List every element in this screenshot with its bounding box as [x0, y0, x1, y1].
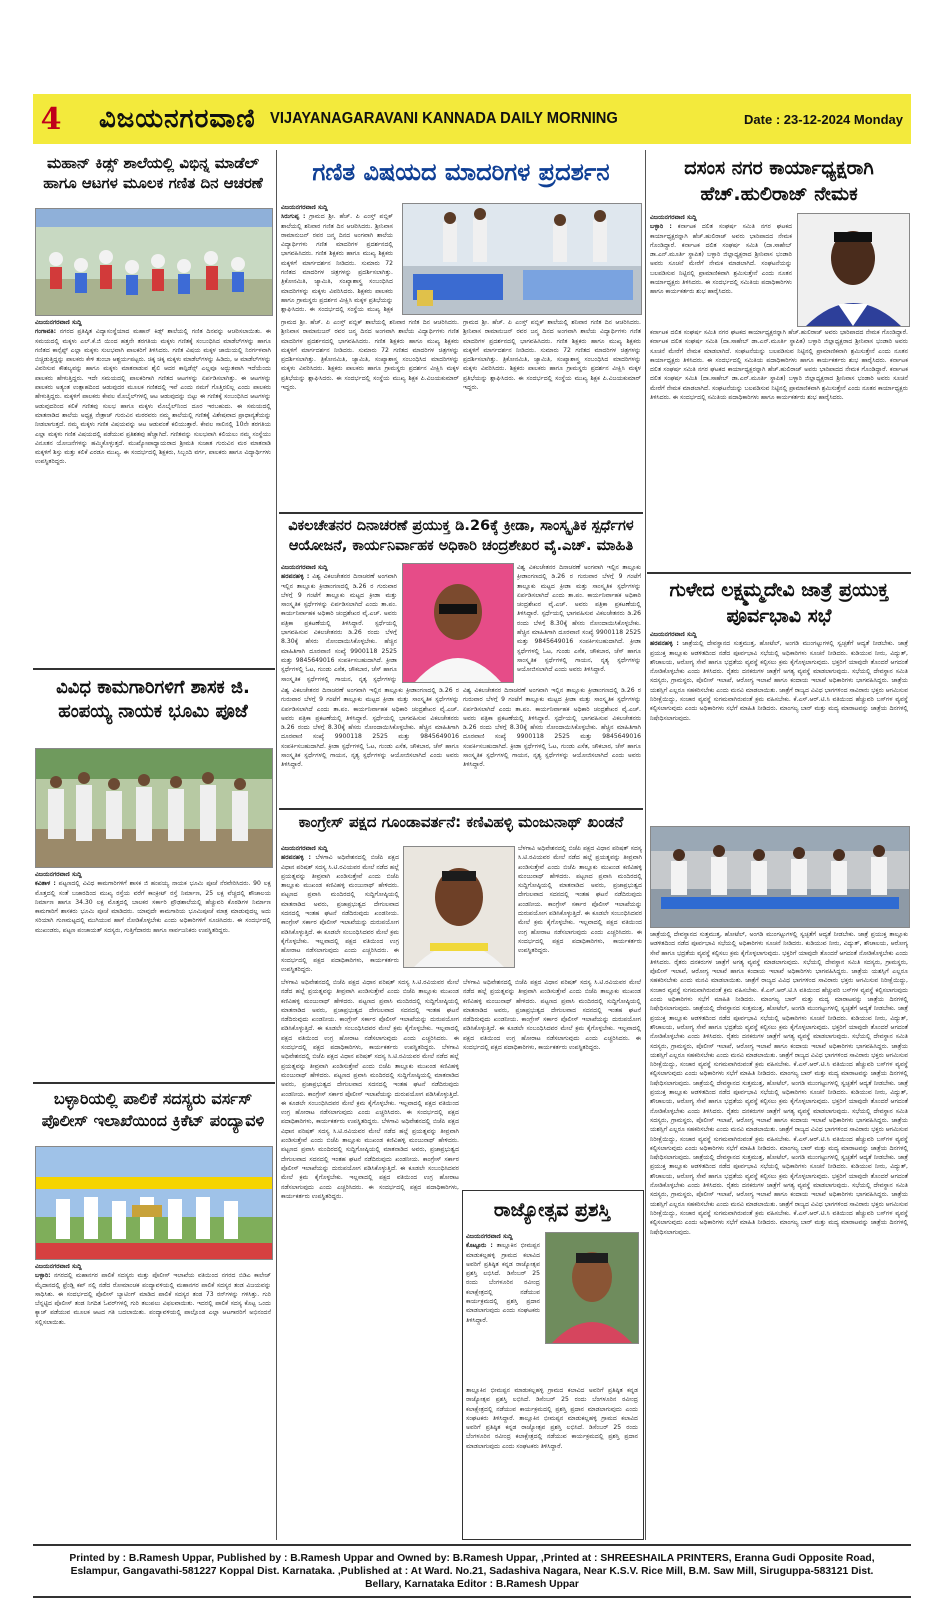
article-text: ಜಾತ್ರೆಯಲ್ಲಿ ದೇವಸ್ಥಾನದ ಸುತ್ತಮುತ್ತ, ಹೋಟೆಲ್, ಅಂಗಡಿ ಮುಂಗಟ್ಟುಗಳಲ್ಲಿ ಸ್ವಚ್ಛತೆಗೆ ಆದ್ಯತೆ ನೀಡಬೇಕು. ಜಾತ್ರೆ ಪ್ರಯುಕ್ತ ತಾಲ್ಲೂಕು ಆಡಳಿತದಿಂದ ನಡೆದ ಪೂರ್ವಭಾವಿ ಸಭೆಯಲ್ಲಿ ಅಧಿಕಾರಿಗಳು ಸೂಚನೆ ನೀಡಿದರು. ಕುಡಿಯುವ ನೀರು, ವಿದ್ಯುತ್, ಶೌಚಾಲಯ, ಆರೋಗ್ಯ ಸೇವೆ ಹಾಗೂ ಭದ್ರತೆಯ ವ್ಯವಸ್ಥೆ ಕಲ್ಪಿಸಲು ಕ್ರಮ ಕೈಗೊಳ್ಳಲಾಗುವುದು. ಭಕ್ತರಿಗೆ ಯಾವುದೇ ತೊಂದರೆ ಆಗದಂತೆ ನೋಡಿಕೊಳ್ಳಬೇಕು ಎಂದು ತಿಳಿಸಿದರು. ರೈತರು ದನಕರುಗಳ ಜಾತ್ರೆಗೆ ಅಗತ್ಯ ವ್ಯವಸ್ಥೆ ಮಾಡಲಾಗುವುದು. ಸಭೆಯಲ್ಲಿ ದೇವಸ್ಥಾನ ಸಮಿತಿ ಸದಸ್ಯರು, ಗ್ರಾಮಸ್ಥರು, ಪೊಲೀಸ್ ಇಲಾಖೆ, ಆರೋಗ್ಯ ಇಲಾಖೆ ಹಾಗೂ ಕಂದಾಯ ಇಲಾಖೆ ಅಧಿಕಾರಿಗಳು ಭಾಗವಹಿಸಿದ್ದರು. ಜಾತ್ರೆಯ ಯಶಸ್ಸಿಗೆ ಎಲ್ಲರೂ ಸಹಕರಿಸಬೇಕು ಎಂದು ಮನವಿ ಮಾಡಲಾಯಿತು. ಜಾತ್ರೆಗೆ ರಾಜ್ಯದ ವಿವಿಧ ಭಾಗಗಳಿಂದ ಸಾವಿರಾರು ಭಕ್ತರು ಆಗಮಿಸುವ ನಿರೀಕ್ಷೆಯಿದ್ದು, ಸಂಚಾರ ವ್ಯವಸ್ಥೆ ಸುಗಮವಾಗಿರುವಂತೆ ಕ್ರಮ ವಹಿಸಬೇಕು. ಕೆ.ಎಸ್.ಆರ್.ಟಿ.ಸಿ ವತಿಯಿಂದ ಹೆಚ್ಚುವರಿ ಬಸ್‌ಗಳ ವ್ಯವಸ್ಥೆ ಕಲ್ಪಿಸಲಾಗುವುದು ಎಂದು ಅಧಿಕಾರಿಗಳು ಸಭೆಗೆ ಮಾಹಿತಿ ನೀಡಿದರು. ಮಾಂಗಲ್ಯ ಬಾರ್ ಮತ್ತು ಮದ್ಯ ಮಾರಾಟವನ್ನು ಜಾತ್ರೆಯ ದಿನಗಳಲ್ಲಿ ನಿಷೇಧಿಸಲಾಗುವುದು.	[650, 1154, 908, 1236]
article-dateline: ವಿಜಯನಗರವಾಣಿ ಸುದ್ದಿ	[281, 204, 328, 211]
article-body-cont	[281, 318, 459, 510]
article-text: ಪಟ್ಟಣದಲ್ಲಿ ವಿವಿಧ ಕಾಮಗಾರಿಗಳಿಗೆ ಶಾಸಕ ಜಿ ಹಂಪಯ್ಯ ನಾಯಕ ಭೂಮಿ ಪೂಜೆ ನೆರವೇರಿಸಿದರು. 90 ಲಕ್ಷ ಮೊತ್ತದಲ್ಲಿ ಸಂತೆ ಬಜಾರದಿಂದ ಮುಖ್ಯ ರಸ್ತೆಯ ವರೆಗೆ ಕಾಂಕ್ರೀಟ್ ರಸ್ತೆ ನಿರ್ಮಾಣ, 25 ಲಕ್ಷ ವೆಚ್ಚದಲ್ಲಿ ಶೌಚಾಲಯ ನಿರ್ಮಾಣ ಹಾಗೂ 34.30 ಲಕ್ಷ ಮೊತ್ತದಲ್ಲಿ ಬಾಲಕರ ಸರ್ಕಾರಿ ಪ್ರೌಢಶಾಲೆಯಲ್ಲಿ ಹೆಚ್ಚುವರಿ ಕೊಠಡಿಗಳ ನಿರ್ಮಾಣ ಕಾಮಗಾರಿಗೆ ಶಾಸಕರು ಭೂಮಿ ಪೂಜೆ ಮಾಡಿದರು. ಯಾವುದೇ ಕಾಮಗಾರಿಯ ಭೂಮಿಪೂಜೆ ಮಾತ್ರ ಮಾಡುವುದಲ್ಲ ಅದು ಸರಿಯಾಗಿ ಗುಣಮಟ್ಟದಲ್ಲಿ ಮುಗಿಯುವ ಹಾಗೆ ನೋಡಿಕೊಳ್ಳಬೇಕು ಎಂದು ಅಧಿಕಾರಿಗಳಿಗೆ ಸೂಚಿಸಿದರು. ಈ ಸಂದರ್ಭದಲ್ಲಿ ಮುಖಂಡರು, ಪಟ್ಟಣ ಪಂಚಾಯತ್ ಸದಸ್ಯರು, ಗುತ್ತಿಗೆದಾರರು ಹಾಗೂ ಸಾರ್ವಜನಿಕರು ಉಪಸ್ಥಿತರಿದ್ದರು.	[35, 880, 271, 934]
article-text: ಜಾತ್ರೆಯಲ್ಲಿ ದೇವಸ್ಥಾನದ ಸುತ್ತಮುತ್ತ, ಹೋಟೆಲ್, ಅಂಗಡಿ ಮುಂಗಟ್ಟುಗಳಲ್ಲಿ ಸ್ವಚ್ಛತೆಗೆ ಆದ್ಯತೆ ನೀಡಬೇಕು. ಜಾತ್ರೆ ಪ್ರಯುಕ್ತ ತಾಲ್ಲೂಕು ಆಡಳಿತದಿಂದ ನಡೆದ ಪೂರ್ವಭಾವಿ ಸಭೆಯಲ್ಲಿ ಅಧಿಕಾರಿಗಳು ಸೂಚನೆ ನೀಡಿದರು. ಕುಡಿಯುವ ನೀರು, ವಿದ್ಯುತ್, ಶೌಚಾಲಯ, ಆರೋಗ್ಯ ಸೇವೆ ಹಾಗೂ ಭದ್ರತೆಯ ವ್ಯವಸ್ಥೆ ಕಲ್ಪಿಸಲು ಕ್ರಮ ಕೈಗೊಳ್ಳಲಾಗುವುದು. ಭಕ್ತರಿಗೆ ಯಾವುದೇ ತೊಂದರೆ ಆಗದಂತೆ ನೋಡಿಕೊಳ್ಳಬೇಕು ಎಂದು ತಿಳಿಸಿದರು. ರೈತರು ದನಕರುಗಳ ಜಾತ್ರೆಗೆ ಅಗತ್ಯ ವ್ಯವಸ್ಥೆ ಮಾಡಲಾಗುವುದು. ಸಭೆಯಲ್ಲಿ ದೇವಸ್ಥಾನ ಸಮಿತಿ ಸದಸ್ಯರು, ಗ್ರಾಮಸ್ಥರು, ಪೊಲೀಸ್ ಇಲಾಖೆ, ಆರೋಗ್ಯ ಇಲಾಖೆ ಹಾಗೂ ಕಂದಾಯ ಇಲಾಖೆ ಅಧಿಕಾರಿಗಳು ಭಾಗವಹಿಸಿದ್ದರು. ಜಾತ್ರೆಯ ಯಶಸ್ಸಿಗೆ ಎಲ್ಲರೂ ಸಹಕರಿಸಬೇಕು ಎಂದು ಮನವಿ ಮಾಡಲಾಯಿತು. ಜಾತ್ರೆಗೆ ರಾಜ್ಯದ ವಿವಿಧ ಭಾಗಗಳಿಂದ ಸಾವಿರಾರು ಭಕ್ತರು ಆಗಮಿಸುವ ನಿರೀಕ್ಷೆಯಿದ್ದು, ಸಂಚಾರ ವ್ಯವಸ್ಥೆ ಸುಗಮವಾಗಿರುವಂತೆ ಕ್ರಮ ವಹಿಸಬೇಕು. ಕೆ.ಎಸ್.ಆರ್.ಟಿ.ಸಿ ವತಿಯಿಂದ ಹೆಚ್ಚುವರಿ ಬಸ್‌ಗಳ ವ್ಯವಸ್ಥೆ ಕಲ್ಪಿಸಲಾಗುವುದು ಎಂದು ಅಧಿಕಾರಿಗಳು ಸಭೆಗೆ ಮಾಹಿತಿ ನೀಡಿದರು. ಮಾಂಗಲ್ಯ ಬಾರ್ ಮತ್ತು ಮದ್ಯ ಮಾರಾಟವನ್ನು ಜಾತ್ರೆಯ ದಿನಗಳಲ್ಲಿ ನಿಷೇಧಿಸಲಾಗುವುದು.	[650, 640, 908, 722]
article-body	[466, 1232, 540, 1382]
photo-jatra-meeting	[650, 826, 910, 928]
article-text: ತಾಲ್ಲೂಕಿನ ಭೀಮಪ್ಪನ ಮಾಡುಕಲ್ಲಹಳ್ಳಿ ಗ್ರಾಮದ ಕಲಾವಿದ ಅವರಿಗೆ ಪ್ರತಿಷ್ಠಿತ ಕನ್ನಡ ರಾಜ್ಯೋತ್ಸವ ಪ್ರಶಸ್ತಿ ಲಭಿಸಿದೆ. ಡಿಸೆಂಬರ್ 25 ರಂದು ಬೆಂಗಳೂರಿನ ರವೀಂದ್ರ ಕಲಾಕ್ಷೇತ್ರದಲ್ಲಿ ನಡೆಯುವ ಕಾರ್ಯಕ್ರಮದಲ್ಲಿ ಪ್ರಶಸ್ತಿ ಪ್ರದಾನ ಮಾಡಲಾಗುವುದು ಎಂದು ಸಂಘಟಕರು ತಿಳಿಸಿದ್ದಾರೆ.	[466, 1414, 638, 1450]
article-body	[35, 870, 271, 1080]
article-text: ನಗರದ ಪ್ರತಿಷ್ಠಿತ ವಿದ್ಯಾಸಂಸ್ಥೆಯಾದ ಮಹಾನ್ ಕಿಡ್ಸ್ ಶಾಲೆಯಲ್ಲಿ ಗಣಿತ ದಿನವನ್ನು ಆಚರಿಸಲಾಯಿತು. ಈ ಸಮಯದಲ್ಲಿ ಮಕ್ಕಳು ಎಲ್.ಕೆ.ಜಿ ಯಿಂದ ಹತ್ತನೇ ತರಗತಿಯ ಮಕ್ಕಳು ಗಣಿತಕ್ಕೆ ಸಂಬಂಧಿಸಿದ ಮಾಡೆಲ್‌ಗಳನ್ನು ಹಾಗೂ ಗಣಿತದ ಕಾನ್ಸೆಪ್ಟ್ ಎಲ್ಲಾ ಮಕ್ಕಳು ಸುಲಭವಾಗಿ ಪಾಲಕರಿಗೆ ತಿಳಿಸಿದರು. ಗಣಿತ ವಿಷಯ ಮಕ್ಕಳ ಜಾಯಿಯಲ್ಲಿ ನಿರರ್ಗಳವಾಗಿ ಬಿಚ್ಚಿಡುತ್ತಿದ್ದನ್ನು ಪಾಲಕರು ಕೇಳಿ ತುಂಬಾ ಆಶ್ಚರ್ಯಪಟ್ಟರು. ಚಿಕ್ಕ ಚಿಕ್ಕ ಮಕ್ಕಳು ಮಾಡೆಲ್‌ಗಳನ್ನು ಹಿಡಿದು, ಆ ಮಾಡೆಲ್‌ಗಳನ್ನು ವಿವರಿಸುವ ಕೌಶಲ್ಯವನ್ನು ಹಾಗೂ ಮಕ್ಕಳು ಮಾತನಾಡುವ ಶೈಲಿ ಆದರ ಕಾನ್ಫಿಡೆನ್ಸ್ ಎಲ್ಲವೂ ಅದ್ಭುತವಾಗಿ ಇದೆಯೆಂದು ಪಾಲಕರು ಹೇಳುತ್ತಿದ್ದರು. ಇದೇ ಸಮಯದಲ್ಲಿ ಪಾಲಕರಿಗಾಗಿ ಗಣಿತದ ಆಟಗಳನ್ನು ಏರ್ಪಡಿಸಲಾಗಿತ್ತು. ಈ ಆಟಗಳನ್ನು ಪಾಲಕರು ಅತ್ಯಂತ ಉತ್ಸಾಹದಿಂದ ಆಡುವುದರ ಮೂಲಕ ಗಣಿತದಲ್ಲಿ ಇವೆ ಎಂದು ನಮಗೆ ಗೊತ್ತಿರಲಿಲ್ಲ ಎಂದು ಪಾಲಕರು ಹೇಳುತ್ತಿದ್ದರು. ಮಕ್ಕಳಿಗೆ ಪಾಲಕರು ಕೇವಲ ಮೊಬೈಲ್‌ಗಳಲ್ಲಿ ಆಟ ಆಡುವುದನ್ನು ಬಿಟ್ಟು ಈ ಗಣಿತಕ್ಕೆ ಸಂಬಂಧಿಸಿದ ಆಟಗಳನ್ನು ಆಡುವುದರಿಂದ ಕಲಿಕೆ ಗಣಿತವು ಸುಲಭ ಹಾಗೂ ಮಕ್ಕಳು ಮೊಬೈಲ್‌ನಿಂದ ದೂರ ಇರಬಹುದು. ಈ ಸಮಯದಲ್ಲಿ ಮಾತನಾಡಿದ ಶಾಲೆಯ ಅಧ್ಯಕ್ಷ ನೇತ್ರಾಜ್ ಗುರುವಿನ ಮಠರವರು ನಮ್ಮ ಶಾಲೆಯಲ್ಲಿ ಗಣಿತಕ್ಕೆ ವಿಶೇಷವಾದ ಪ್ರಾಧಾನ್ಯತೆಯನ್ನು ನೀಡಲಾಗುತ್ತದೆ. ನಮ್ಮ ಮಕ್ಕಳು ಗಣಿತ ವಿಷಯವನ್ನು ಆಟ ಆಡುವಂತೆ ಕಲಿಯುತ್ತಾರೆ. ಕೇವಲ ಸಾಲಿನಲ್ಲಿ 10ನೇ ತರಗತಿಯ ಎಲ್ಲಾ ಮಕ್ಕಳು ಗಣಿತ ವಿಷಯದಲ್ಲಿ ಪಡೆಯುವ ಪ್ರತಿಶತವು ಹೆಚ್ಚಾಗಿದೆ. ಗಣಿತವನ್ನು ಸುಲಭವಾಗಿ ಕಲಿಯಲು ನಮ್ಮ ಸಂಸ್ಥೆಯು ವಿನೂತನ ಯೋಜನೆಗಳನ್ನು ಹಮ್ಮಿಕೊಳ್ಳುತ್ತದೆ. ಮುಖ್ಯೋಪಾಧ್ಯಾಯರಾದ ಶ್ರೀಮತಿ ಸುಜಾತ ಗುರುವಿನ ಮಠ ಮಾತನಾಡಿ ಮಕ್ಕಳಿಗೆ ಶಿಸ್ತು ಮತ್ತು ಕಲಿಕೆ ಎರಡೂ ಮುಖ್ಯ. ಈ ಸಂದರ್ಭದಲ್ಲಿ ಶಿಕ್ಷಕರು, ಸಿಬ್ಬಂದಿ ವರ್ಗ, ಪಾಲಕರು ಹಾಗೂ ವಿದ್ಯಾರ್ಥಿಗಳು ಉಪಸ್ಥಿತರಿದ್ದರು.	[35, 328, 271, 466]
article-text: ಕರ್ನಾಟಕ ದಲಿತ ಸಂಘರ್ಷ ಸಮಿತಿ ನಗರ ಘಟಕದ ಕಾರ್ಯಾಧ್ಯಕ್ಷರನ್ನಾಗಿ ಹೆಚ್.ಹುಲಿರಾಜ್ ಅವರು ಭಾರಿಪಾದದ ನೇಮಕ ಗೊಂಡಿದ್ದಾರೆ. ಕರ್ನಾಟಕ ದಲಿತ ಸಂಘರ್ಷ ಸಮಿತಿ (ದಾ.ಸಾಹೇಬ್ ಡಾ.ಎನ್.ಮೂರ್ತಿ ಸ್ಥಾಪಿತ) ಬಳ್ಳಾರಿ ಜಿಲ್ಲಾಧ್ಯಕ್ಷರಾದ ಶ್ರೀನಿವಾಸ ಭಂಡಾರಿ ಅವರು ಸೂಚನೆ ಮೇರೆಗೆ ನೇಮಕ ಮಾಡಲಾಗಿದೆ. ಸಂಘಟನೆಯನ್ನು ಬಲಪಡಿಸುವ ನಿಟ್ಟಿನಲ್ಲಿ ಪ್ರಾಮಾಣಿಕವಾಗಿ ಶ್ರಮಿಸುತ್ತೇನೆ ಎಂದು ನೂತನ ಕಾರ್ಯಾಧ್ಯಕ್ಷರು ತಿಳಿಸಿದರು. ಈ ಸಂದರ್ಭದಲ್ಲಿ ಸಮಿತಿಯ ಪದಾಧಿಕಾರಿಗಳು ಹಾಗೂ ಕಾರ್ಯಕರ್ತರು ಶುಭ ಹಾರೈಸಿದರು.	[650, 329, 908, 364]
article-body-cont	[463, 318, 641, 510]
article-text: ಕರ್ನಾಟಕ ದಲಿತ ಸಂಘರ್ಷ ಸಮಿತಿ ನಗರ ಘಟಕದ ಕಾರ್ಯಾಧ್ಯಕ್ಷರನ್ನಾಗಿ ಹೆಚ್.ಹುಲಿರಾಜ್ ಅವರು ಭಾರಿಪಾದದ ನೇಮಕ ಗೊಂಡಿದ್ದಾರೆ. ಕರ್ನಾಟಕ ದಲಿತ ಸಂಘರ್ಷ ಸಮಿತಿ (ದಾ.ಸಾಹೇಬ್ ಡಾ.ಎನ್.ಮೂರ್ತಿ ಸ್ಥಾಪಿತ) ಬಳ್ಳಾರಿ ಜಿಲ್ಲಾಧ್ಯಕ್ಷರಾದ ಶ್ರೀನಿವಾಸ ಭಂಡಾರಿ ಅವರು ಸೂಚನೆ ಮೇರೆಗೆ ನೇಮಕ ಮಾಡಲಾಗಿದೆ. ಸಂಘಟನೆಯನ್ನು ಬಲಪಡಿಸುವ ನಿಟ್ಟಿನಲ್ಲಿ ಪ್ರಾಮಾಣಿಕವಾಗಿ ಶ್ರಮಿಸುತ್ತೇನೆ ಎಂದು ನೂತನ ಕಾರ್ಯಾಧ್ಯಕ್ಷರು ತಿಳಿಸಿದರು. ಈ ಸಂದರ್ಭದಲ್ಲಿ ಸಮಿತಿಯ ಪದಾಧಿಕಾರಿಗಳು ಹಾಗೂ ಕಾರ್ಯಕರ್ತರು ಶುಭ ಹಾರೈಸಿದರು.	[650, 356, 908, 402]
article-place: ಗಂಗಾವತಿ:	[35, 328, 57, 336]
article-text: ನಗರದಲ್ಲಿ ಮಹಾನಗರ ಪಾಲಿಕೆ ಸದಸ್ಯರು ಮತ್ತು ಪೊಲೀಸ್ ಇಲಾಖೆಯ ವತಿಯಿಂದ ನಗರದ ಬಿಡಿಎ ಕಾಲೇಜ್ ಮೈದಾನದಲ್ಲಿ ಫ್ರೆಂಡ್ಲಿ ಕಪ್ ನಲ್ಲಿ ನಡೆದ ರೋಮಾಂಚಕ ಪಂದ್ಯಾವಳಿಯಲ್ಲಿ ಮಹಾನಗರ ಪಾಲಿಕೆ ಸದಸ್ಯರ ತಂಡ ವಿಜಯವನ್ನು ಸಾಧಿಸಿತು. ಈ ಸಂದರ್ಭದಲ್ಲಿ ಪೊಲೀಸ್ ಬ್ಯಾಟಿಂಗ್ ಮಾಡಿದ ಪಾಲಿಕೆ ಸದಸ್ಯರ ತಂಡ 73 ರನ್‌ಗಳನ್ನು ಗಳಿಸಿತ್ತು. ಗುರಿ ಬೆನ್ನಟ್ಟಿದ ಪೊಲೀಸ್ ತಂಡ ನಿಗದಿತ ಓವರ್‌ಗಳಲ್ಲಿ ಗುರಿ ತಲುಪಲು ವಿಫಲವಾಯಿತು. ಇದರಲ್ಲಿ ಪಾಲಿಕೆ ಸದಸ್ಯ ಕೊಟ್ಟ ಒಂದು ಕ್ಯಾಚ್ ಪಡೆಯುವ ಮೂಲಕ ಆಟದ ಗತಿ ಬದಲಾಯಿತು. ಪಂದ್ಯಾವಳಿಯಲ್ಲಿ ಪಾಲ್ಗೊಂಡ ಎಲ್ಲಾ ಆಟಗಾರರಿಗೆ ಅಭಿನಂದನೆ ಸಲ್ಲಿಸಲಾಯಿತು.	[35, 1272, 271, 1326]
footer-rule	[33, 1596, 911, 1598]
article-body-cont	[518, 844, 642, 974]
article-headline: ಮಹಾನ್ ಕಿಡ್ಸ್ ಶಾಲೆಯಲ್ಲಿ ವಿಭಿನ್ನ ಮಾಡೆಲ್ ಹಾಗೂ ಆಟಗಳ ಮೂಲಕ ಗಣಿತ ದಿನ ಆಚರಣೆ	[43, 154, 263, 193]
article-body-cont	[517, 563, 641, 683]
photo-math-models	[402, 203, 642, 315]
print-line	[33, 1552, 911, 1591]
article-text: ವಿಶ್ವ ವಿಕಲಚೇತನರ ದಿನಾಚರಣೆ ಅಂಗವಾಗಿ ಇಲ್ಲಿನ ತಾಲ್ಲೂಕು ಕ್ರೀಡಾಂಗಣದಲ್ಲಿ ಡಿ.26 ರ ಗುರುವಾರ ಬೆಳಗ್ಗೆ 9 ಗಂಟೆಗೆ ತಾಲ್ಲೂಕು ಮಟ್ಟದ ಕ್ರೀಡಾ ಮತ್ತು ಸಾಂಸ್ಕೃತಿಕ ಸ್ಪರ್ಧೆಗಳನ್ನು ಏರ್ಪಡಿಸಲಾಗಿದೆ ಎಂದು ತಾ.ಪಂ. ಕಾರ್ಯನಿರ್ವಾಹಕ ಅಧಿಕಾರಿ ಚಂದ್ರಶೇಖರ ವೈ.ಎಚ್. ಅವರು ಪತ್ರಿಕಾ ಪ್ರಕಟಣೆಯಲ್ಲಿ ತಿಳಿಸಿದ್ದಾರೆ. ಸ್ಪರ್ಧೆಯಲ್ಲಿ ಭಾಗವಹಿಸುವ ವಿಕಲಚೇತನರು ಡಿ.26 ರಂದು ಬೆಳಗ್ಗೆ 8.30ಕ್ಕೆ ಹೆಸರು ನೋಂದಾಯಿಸಿಕೊಳ್ಳಬೇಕು. ಹೆಚ್ಚಿನ ಮಾಹಿತಿಗಾಗಿ ದೂರವಾಣಿ ಸಂಖ್ಯೆ 9900118 2525 ಮತ್ತು 9845649016 ಸಂಪರ್ಕಿಸಬಹುದಾಗಿದೆ. ಕ್ರೀಡಾ ಸ್ಪರ್ಧೆಗಳಲ್ಲಿ ಓಟ, ಗುಂಡು ಎಸೆತ, ಚೌಕಬಾರ, ಚೆಸ್ ಹಾಗೂ ಸಾಂಸ್ಕೃತಿಕ ಸ್ಪರ್ಧೆಗಳಲ್ಲಿ ಗಾಯನ, ನೃತ್ಯ ಸ್ಪರ್ಧೆಗಳನ್ನು ಆಯೋಜಿಸಲಾಗಿದೆ ಎಂದು ಅವರು ತಿಳಿಸಿದ್ದಾರೆ.	[463, 687, 641, 769]
photo-bhoomi-pooje	[35, 748, 273, 868]
column-rule	[645, 150, 646, 1540]
article-text: ಗ್ರಾಮದ ಶ್ರೀ. ಹೆಚ್. ಪಿ ಎಂಸ್ತ್ ಪಬ್ಲಿಕ್ ಶಾಲೆಯಲ್ಲಿ ಶನಿವಾರ ಗಣಿತ ದಿನ ಆಚರಿಸಿದರು. ಶ್ರೀನಿವಾಸ ರಾಮಾನುಜನ್ ರವರ ಜನ್ಮ ದಿನದ ಅಂಗವಾಗಿ ಶಾಲೆಯ ವಿದ್ಯಾರ್ಥಿಗಳು ಗಣಿತ ಮಾದರಿಗಳ ಪ್ರದರ್ಶನದಲ್ಲಿ ಭಾಗವಹಿಸಿದರು. ಗಣಿತ ಶಿಕ್ಷಕರು ಹಾಗೂ ಮುಖ್ಯ ಶಿಕ್ಷಕರು ಮಕ್ಕಳಿಗೆ ಮಾರ್ಗದರ್ಶನ ನೀಡಿದರು. ಸುಮಾರು 72 ಗಣಿತದ ಮಾದರಿಗಳ ಚಿತ್ರಗಳನ್ನು ಪ್ರದರ್ಶಿಸಲಾಗಿತ್ತು. ತ್ರಿಕೋನಮಿತಿ, ಜ್ಯಾಮಿತಿ, ಸಂಖ್ಯಾಶಾಸ್ತ್ರ ಸಂಬಂಧಿಸಿದ ಮಾದರಿಗಳನ್ನು ಮಕ್ಕಳು ವಿವರಿಸಿದರು. ಶಿಕ್ಷಕರು ಪಾಲಕರು ಹಾಗೂ ಗ್ರಾಮಸ್ಥರು ಪ್ರದರ್ಶನ ವೀಕ್ಷಿಸಿ ಮಕ್ಕಳ ಪ್ರತಿಭೆಯನ್ನು ಶ್ಲಾಘಿಸಿದರು. ಈ ಸಂದರ್ಭದಲ್ಲಿ ಸಂಸ್ಥೆಯ ಮುಖ್ಯ ಶಿಕ್ಷಕ	[281, 213, 393, 314]
article-place: ಹರಪನಹಳ್ಳಿ :	[650, 640, 679, 648]
article-text: ತಾಲ್ಲೂಕಿನ ಭೀಮಪ್ಪನ ಮಾಡುಕಲ್ಲಹಳ್ಳಿ ಗ್ರಾಮದ ಕಲಾವಿದ ಅವರಿಗೆ ಪ್ರತಿಷ್ಠಿತ ಕನ್ನಡ ರಾಜ್ಯೋತ್ಸವ ಪ್ರಶಸ್ತಿ ಲಭಿಸಿದೆ. ಡಿಸೆಂಬರ್ 25 ರಂದು ಬೆಂಗಳೂರಿನ ರವೀಂದ್ರ ಕಲಾಕ್ಷೇತ್ರದಲ್ಲಿ ನಡೆಯುವ ಕಾರ್ಯಕ್ರಮದಲ್ಲಿ ಪ್ರಶಸ್ತಿ ಪ್ರದಾನ ಮಾಡಲಾಗುವುದು ಎಂದು ಸಂಘಟಕರು ತಿಳಿಸಿದ್ದಾರೆ.	[466, 1387, 638, 1422]
photo-cricket-team	[35, 1146, 273, 1260]
article-body	[650, 213, 792, 323]
article-text: ಕರ್ನಾಟಕ ದಲಿತ ಸಂಘರ್ಷ ಸಮಿತಿ ನಗರ ಘಟಕದ ಕಾರ್ಯಾಧ್ಯಕ್ಷರನ್ನಾಗಿ ಹೆಚ್.ಹುಲಿರಾಜ್ ಅವರು ಭಾರಿಪಾದದ ನೇಮಕ ಗೊಂಡಿದ್ದಾರೆ. ಕರ್ನಾಟಕ ದಲಿತ ಸಂಘರ್ಷ ಸಮಿತಿ (ದಾ.ಸಾಹೇಬ್ ಡಾ.ಎನ್.ಮೂರ್ತಿ ಸ್ಥಾಪಿತ) ಬಳ್ಳಾರಿ ಜಿಲ್ಲಾಧ್ಯಕ್ಷರಾದ ಶ್ರೀನಿವಾಸ ಭಂಡಾರಿ ಅವರು ಸೂಚನೆ ಮೇರೆಗೆ ನೇಮಕ ಮಾಡಲಾಗಿದೆ. ಸಂಘಟನೆಯನ್ನು ಬಲಪಡಿಸುವ ನಿಟ್ಟಿನಲ್ಲಿ ಪ್ರಾಮಾಣಿಕವಾಗಿ ಶ್ರಮಿಸುತ್ತೇನೆ ಎಂದು ನೂತನ ಕಾರ್ಯಾಧ್ಯಕ್ಷರು ತಿಳಿಸಿದರು. ಈ ಸಂದರ್ಭದಲ್ಲಿ ಸಮಿತಿಯ ಪದಾಧಿಕಾರಿಗಳು ಹಾಗೂ ಕಾರ್ಯಕರ್ತರು ಶುಭ ಹಾರೈಸಿದರು.	[650, 223, 792, 296]
photo-school-event	[35, 208, 273, 316]
article-place: ಹರಪನಹಳ್ಳಿ :	[281, 854, 311, 862]
article-text: ತಾಲ್ಲೂಕಿನ ಭೀಮಪ್ಪನ ಮಾಡುಕಲ್ಲಹಳ್ಳಿ ಗ್ರಾಮದ ಕಲಾವಿದ ಅವರಿಗೆ ಪ್ರತಿಷ್ಠಿತ ಕನ್ನಡ ರಾಜ್ಯೋತ್ಸವ ಪ್ರಶಸ್ತಿ ಲಭಿಸಿದೆ. ಡಿಸೆಂಬರ್ 25 ರಂದು ಬೆಂಗಳೂರಿನ ರವೀಂದ್ರ ಕಲಾಕ್ಷೇತ್ರದಲ್ಲಿ ನಡೆಯುವ ಕಾರ್ಯಕ್ರಮದಲ್ಲಿ ಪ್ರಶಸ್ತಿ ಪ್ರದಾನ ಮಾಡಲಾಗುವುದು ಎಂದು ಸಂಘಟಕರು ತಿಳಿಸಿದ್ದಾರೆ.	[466, 1242, 540, 1324]
section-divider	[279, 808, 643, 810]
article-text: ಬೆಳಗಾವಿ ಅಧಿವೇಶನದಲ್ಲಿ ಬಿಜೆಪಿ ಪಕ್ಷದ ವಿಧಾನ ಪರಿಷತ್ ಸದಸ್ಯ ಸಿ.ಟಿ.ರವಿಯವರ ಮೇಲೆ ನಡೆದ ಹಲ್ಲೆ ಪ್ರಯತ್ನವನ್ನು ತೀವ್ರವಾಗಿ ಖಂಡಿಸುತ್ತೇವೆ ಎಂದು ಬಿಜೆಪಿ ತಾಲ್ಲೂಕು ಮುಖಂಡ ಕಣಿವಿಹಳ್ಳಿ ಮಂಜುನಾಥ್ ಹೇಳಿದರು. ಪಟ್ಟಣದ ಪ್ರವಾಸಿ ಮಂದಿರದಲ್ಲಿ ಸುದ್ದಿಗೋಷ್ಠಿಯಲ್ಲಿ ಮಾತನಾಡಿದ ಅವರು, ಪ್ರಜಾಪ್ರಭುತ್ವದ ದೇಗುಲವಾದ ಸದನದಲ್ಲಿ ಇಂತಹ ಘಟನೆ ನಡೆದಿರುವುದು ಖಂಡನೀಯ. ಕಾಂಗ್ರೇಸ್ ಸರ್ಕಾರ ಪೊಲೀಸ್ ಇಲಾಖೆಯನ್ನು ದುರುಪಯೋಗ ಪಡಿಸಿಕೊಳ್ಳುತ್ತಿದೆ. ಈ ಕೂಡಲೇ ಸಂಬಂಧಿಸಿದವರ ಮೇಲೆ ಕ್ರಮ ಕೈಗೊಳ್ಳಬೇಕು. ಇಲ್ಲವಾದಲ್ಲಿ ಪಕ್ಷದ ವತಿಯಿಂದ ಉಗ್ರ ಹೋರಾಟ ನಡೆಸಲಾಗುವುದು ಎಂದು ಎಚ್ಚರಿಸಿದರು. ಈ ಸಂದರ್ಭದಲ್ಲಿ ಪಕ್ಷದ ಪದಾಧಿಕಾರಿಗಳು, ಕಾರ್ಯಕರ್ತರು ಉಪಸ್ಥಿತರಿದ್ದರು.	[281, 1118, 459, 1200]
print-line-1: Printed by : B.Ramesh Uppar, Published by : B.Ramesh Uppar and Owned by: B.Ramesh Uppar, ,Printed at : SHREESHAILA PRINTERS, Eranna Gudi Opposite Road,	[69, 1553, 875, 1564]
article-text: ವಿಶ್ವ ವಿಕಲಚೇತನರ ದಿನಾಚರಣೆ ಅಂಗವಾಗಿ ಇಲ್ಲಿನ ತಾಲ್ಲೂಕು ಕ್ರೀಡಾಂಗಣದಲ್ಲಿ ಡಿ.26 ರ ಗುರುವಾರ ಬೆಳಗ್ಗೆ 9 ಗಂಟೆಗೆ ತಾಲ್ಲೂಕು ಮಟ್ಟದ ಕ್ರೀಡಾ ಮತ್ತು ಸಾಂಸ್ಕೃತಿಕ ಸ್ಪರ್ಧೆಗಳನ್ನು ಏರ್ಪಡಿಸಲಾಗಿದೆ ಎಂದು ತಾ.ಪಂ. ಕಾರ್ಯನಿರ್ವಾಹಕ ಅಧಿಕಾರಿ ಚಂದ್ರಶೇಖರ ವೈ.ಎಚ್. ಅವರು ಪತ್ರಿಕಾ ಪ್ರಕಟಣೆಯಲ್ಲಿ ತಿಳಿಸಿದ್ದಾರೆ. ಸ್ಪರ್ಧೆಯಲ್ಲಿ ಭಾಗವಹಿಸುವ ವಿಕಲಚೇತನರು ಡಿ.26 ರಂದು ಬೆಳಗ್ಗೆ 8.30ಕ್ಕೆ ಹೆಸರು ನೋಂದಾಯಿಸಿಕೊಳ್ಳಬೇಕು. ಹೆಚ್ಚಿನ ಮಾಹಿತಿಗಾಗಿ ದೂರವಾಣಿ ಸಂಖ್ಯೆ 9900118 2525 ಮತ್ತು 9845649016 ಸಂಪರ್ಕಿಸಬಹುದಾಗಿದೆ. ಕ್ರೀಡಾ ಸ್ಪರ್ಧೆಗಳಲ್ಲಿ ಓಟ, ಗುಂಡು ಎಸೆತ, ಚೌಕಬಾರ, ಚೆಸ್ ಹಾಗೂ ಸಾಂಸ್ಕೃತಿಕ ಸ್ಪರ್ಧೆಗಳಲ್ಲಿ ಗಾಯನ, ನೃತ್ಯ ಸ್ಪರ್ಧೆಗಳನ್ನು ಆಯೋಜಿಸಲಾಗಿದೆ ಎಂದು ಅವರು ತಿಳಿಸಿದ್ದಾರೆ.	[517, 564, 641, 674]
article-text: ಗ್ರಾಮದ ಶ್ರೀ. ಹೆಚ್. ಪಿ ಎಂಸ್ತ್ ಪಬ್ಲಿಕ್ ಶಾಲೆಯಲ್ಲಿ ಶನಿವಾರ ಗಣಿತ ದಿನ ಆಚರಿಸಿದರು. ಶ್ರೀನಿವಾಸ ರಾಮಾನುಜನ್ ರವರ ಜನ್ಮ ದಿನದ ಅಂಗವಾಗಿ ಶಾಲೆಯ ವಿದ್ಯಾರ್ಥಿಗಳು ಗಣಿತ ಮಾದರಿಗಳ ಪ್ರದರ್ಶನದಲ್ಲಿ ಭಾಗವಹಿಸಿದರು. ಗಣಿತ ಶಿಕ್ಷಕರು ಹಾಗೂ ಮುಖ್ಯ ಶಿಕ್ಷಕರು ಮಕ್ಕಳಿಗೆ ಮಾರ್ಗದರ್ಶನ ನೀಡಿದರು. ಸುಮಾರು 72 ಗಣಿತದ ಮಾದರಿಗಳ ಚಿತ್ರಗಳನ್ನು ಪ್ರದರ್ಶಿಸಲಾಗಿತ್ತು. ತ್ರಿಕೋನಮಿತಿ, ಜ್ಯಾಮಿತಿ, ಸಂಖ್ಯಾಶಾಸ್ತ್ರ ಸಂಬಂಧಿಸಿದ ಮಾದರಿಗಳನ್ನು ಮಕ್ಕಳು ವಿವರಿಸಿದರು. ಶಿಕ್ಷಕರು ಪಾಲಕರು ಹಾಗೂ ಗ್ರಾಮಸ್ಥರು ಪ್ರದರ್ಶನ ವೀಕ್ಷಿಸಿ ಮಕ್ಕಳ ಪ್ರತಿಭೆಯನ್ನು ಶ್ಲಾಘಿಸಿದರು. ಈ ಸಂದರ್ಭದಲ್ಲಿ ಸಂಸ್ಥೆಯ ಮುಖ್ಯ ಶಿಕ್ಷಕ ಪಿ.ವಿಜಯಕುಮಾರ್ ಇದ್ದರು.	[281, 319, 459, 392]
article-text: ಬೆಳಗಾವಿ ಅಧಿವೇಶನದಲ್ಲಿ ಬಿಜೆಪಿ ಪಕ್ಷದ ವಿಧಾನ ಪರಿಷತ್ ಸದಸ್ಯ ಸಿ.ಟಿ.ರವಿಯವರ ಮೇಲೆ ನಡೆದ ಹಲ್ಲೆ ಪ್ರಯತ್ನವನ್ನು ತೀವ್ರವಾಗಿ ಖಂಡಿಸುತ್ತೇವೆ ಎಂದು ಬಿಜೆಪಿ ತಾಲ್ಲೂಕು ಮುಖಂಡ ಕಣಿವಿಹಳ್ಳಿ ಮಂಜುನಾಥ್ ಹೇಳಿದರು. ಪಟ್ಟಣದ ಪ್ರವಾಸಿ ಮಂದಿರದಲ್ಲಿ ಸುದ್ದಿಗೋಷ್ಠಿಯಲ್ಲಿ ಮಾತನಾಡಿದ ಅವರು, ಪ್ರಜಾಪ್ರಭುತ್ವದ ದೇಗುಲವಾದ ಸದನದಲ್ಲಿ ಇಂತಹ ಘಟನೆ ನಡೆದಿರುವುದು ಖಂಡನೀಯ. ಕಾಂಗ್ರೇಸ್ ಸರ್ಕಾರ ಪೊಲೀಸ್ ಇಲಾಖೆಯನ್ನು ದುರುಪಯೋಗ ಪಡಿಸಿಕೊಳ್ಳುತ್ತಿದೆ. ಈ ಕೂಡಲೇ ಸಂಬಂಧಿಸಿದವರ ಮೇಲೆ ಕ್ರಮ ಕೈಗೊಳ್ಳಬೇಕು. ಇಲ್ಲವಾದಲ್ಲಿ ಪಕ್ಷದ ವತಿಯಿಂದ ಉಗ್ರ ಹೋರಾಟ ನಡೆಸಲಾಗುವುದು ಎಂದು ಎಚ್ಚರಿಸಿದರು. ಈ ಸಂದರ್ಭದಲ್ಲಿ ಪಕ್ಷದ ಪದಾಧಿಕಾರಿಗಳು, ಕಾರ್ಯಕರ್ತರು ಉಪಸ್ಥಿತರಿದ್ದರು.	[281, 1044, 459, 1126]
masthead-title-english: VIJAYANAGARAVANI KANNADA DAILY MORNING	[269, 110, 618, 127]
column-rule	[276, 150, 277, 1540]
print-line-3: Bellary, Karnataka Editor : B.Ramesh Uppar	[365, 1579, 579, 1590]
article-dateline: ವಿಜಯನಗರವಾಣಿ ಸುದ್ದಿ	[281, 564, 328, 571]
article-dateline: ವಿಜಯನಗರವಾಣಿ ಸುದ್ದಿ	[650, 631, 697, 638]
article-text: ಬೆಳಗಾವಿ ಅಧಿವೇಶನದಲ್ಲಿ ಬಿಜೆಪಿ ಪಕ್ಷದ ವಿಧಾನ ಪರಿಷತ್ ಸದಸ್ಯ ಸಿ.ಟಿ.ರವಿಯವರ ಮೇಲೆ ನಡೆದ ಹಲ್ಲೆ ಪ್ರಯತ್ನವನ್ನು ತೀವ್ರವಾಗಿ ಖಂಡಿಸುತ್ತೇವೆ ಎಂದು ಬಿಜೆಪಿ ತಾಲ್ಲೂಕು ಮುಖಂಡ ಕಣಿವಿಹಳ್ಳಿ ಮಂಜುನಾಥ್ ಹೇಳಿದರು. ಪಟ್ಟಣದ ಪ್ರವಾಸಿ ಮಂದಿರದಲ್ಲಿ ಸುದ್ದಿಗೋಷ್ಠಿಯಲ್ಲಿ ಮಾತನಾಡಿದ ಅವರು, ಪ್ರಜಾಪ್ರಭುತ್ವದ ದೇಗುಲವಾದ ಸದನದಲ್ಲಿ ಇಂತಹ ಘಟನೆ ನಡೆದಿರುವುದು ಖಂಡನೀಯ. ಕಾಂಗ್ರೇಸ್ ಸರ್ಕಾರ ಪೊಲೀಸ್ ಇಲಾಖೆಯನ್ನು ದುರುಪಯೋಗ ಪಡಿಸಿಕೊಳ್ಳುತ್ತಿದೆ. ಈ ಕೂಡಲೇ ಸಂಬಂಧಿಸಿದವರ ಮೇಲೆ ಕ್ರಮ ಕೈಗೊಳ್ಳಬೇಕು. ಇಲ್ಲವಾದಲ್ಲಿ ಪಕ್ಷದ ವತಿಯಿಂದ ಉಗ್ರ ಹೋರಾಟ ನಡೆಸಲಾಗುವುದು ಎಂದು ಎಚ್ಚರಿಸಿದರು. ಈ ಸಂದರ್ಭದಲ್ಲಿ ಪಕ್ಷದ ಪದಾಧಿಕಾರಿಗಳು, ಕಾರ್ಯಕರ್ತರು ಉಪಸ್ಥಿತರಿದ್ದರು.	[281, 979, 459, 1052]
article-headline: ಕಾಂಗ್ರೇಸ್ ಪಕ್ಷದ ಗೂಂಡಾವರ್ತನೆ: ಕಣಿವಿಹಳ್ಳಿ ಮಂಜುನಾಥ್ ಖಂಡನೆ	[298, 813, 624, 831]
article-body-cont	[463, 978, 641, 1186]
article-text: ಬೆಳಗಾವಿ ಅಧಿವೇಶನದಲ್ಲಿ ಬಿಜೆಪಿ ಪಕ್ಷದ ವಿಧಾನ ಪರಿಷತ್ ಸದಸ್ಯ ಸಿ.ಟಿ.ರವಿಯವರ ಮೇಲೆ ನಡೆದ ಹಲ್ಲೆ ಪ್ರಯತ್ನವನ್ನು ತೀವ್ರವಾಗಿ ಖಂಡಿಸುತ್ತೇವೆ ಎಂದು ಬಿಜೆಪಿ ತಾಲ್ಲೂಕು ಮುಖಂಡ ಕಣಿವಿಹಳ್ಳಿ ಮಂಜುನಾಥ್ ಹೇಳಿದರು. ಪಟ್ಟಣದ ಪ್ರವಾಸಿ ಮಂದಿರದಲ್ಲಿ ಸುದ್ದಿಗೋಷ್ಠಿಯಲ್ಲಿ ಮಾತನಾಡಿದ ಅವರು, ಪ್ರಜಾಪ್ರಭುತ್ವದ ದೇಗುಲವಾದ ಸದನದಲ್ಲಿ ಇಂತಹ ಘಟನೆ ನಡೆದಿರುವುದು ಖಂಡನೀಯ. ಕಾಂಗ್ರೇಸ್ ಸರ್ಕಾರ ಪೊಲೀಸ್ ಇಲಾಖೆಯನ್ನು ದುರುಪಯೋಗ ಪಡಿಸಿಕೊಳ್ಳುತ್ತಿದೆ. ಈ ಕೂಡಲೇ ಸಂಬಂಧಿಸಿದವರ ಮೇಲೆ ಕ್ರಮ ಕೈಗೊಳ್ಳಬೇಕು. ಇಲ್ಲವಾದಲ್ಲಿ ಪಕ್ಷದ ವತಿಯಿಂದ ಉಗ್ರ ಹೋರಾಟ ನಡೆಸಲಾಗುವುದು ಎಂದು ಎಚ್ಚರಿಸಿದರು. ಈ ಸಂದರ್ಭದಲ್ಲಿ ಪಕ್ಷದ ಪದಾಧಿಕಾರಿಗಳು, ಕಾರ್ಯಕರ್ತರು ಉಪಸ್ಥಿತರಿದ್ದರು.	[463, 979, 641, 1052]
article-body	[35, 1262, 271, 1538]
article-headline: ಗುಳೇದ ಲಕ್ಷ್ಮಮ್ಮದೇವಿ ಜಾತ್ರೆ ಪ್ರಯುಕ್ತ ಪೂರ್ವಭಾವಿ ಸಭೆ	[669, 579, 889, 627]
photo-awardee-portrait	[545, 1232, 639, 1344]
article-text: ಗ್ರಾಮದ ಶ್ರೀ. ಹೆಚ್. ಪಿ ಎಂಸ್ತ್ ಪಬ್ಲಿಕ್ ಶಾಲೆಯಲ್ಲಿ ಶನಿವಾರ ಗಣಿತ ದಿನ ಆಚರಿಸಿದರು. ಶ್ರೀನಿವಾಸ ರಾಮಾನುಜನ್ ರವರ ಜನ್ಮ ದಿನದ ಅಂಗವಾಗಿ ಶಾಲೆಯ ವಿದ್ಯಾರ್ಥಿಗಳು ಗಣಿತ ಮಾದರಿಗಳ ಪ್ರದರ್ಶನದಲ್ಲಿ ಭಾಗವಹಿಸಿದರು. ಗಣಿತ ಶಿಕ್ಷಕರು ಹಾಗೂ ಮುಖ್ಯ ಶಿಕ್ಷಕರು ಮಕ್ಕಳಿಗೆ ಮಾರ್ಗದರ್ಶನ ನೀಡಿದರು. ಸುಮಾರು 72 ಗಣಿತದ ಮಾದರಿಗಳ ಚಿತ್ರಗಳನ್ನು ಪ್ರದರ್ಶಿಸಲಾಗಿತ್ತು. ತ್ರಿಕೋನಮಿತಿ, ಜ್ಯಾಮಿತಿ, ಸಂಖ್ಯಾಶಾಸ್ತ್ರ ಸಂಬಂಧಿಸಿದ ಮಾದರಿಗಳನ್ನು ಮಕ್ಕಳು ವಿವರಿಸಿದರು. ಶಿಕ್ಷಕರು ಪಾಲಕರು ಹಾಗೂ ಗ್ರಾಮಸ್ಥರು ಪ್ರದರ್ಶನ ವೀಕ್ಷಿಸಿ ಮಕ್ಕಳ ಪ್ರತಿಭೆಯನ್ನು ಶ್ಲಾಘಿಸಿದರು. ಈ ಸಂದರ್ಭದಲ್ಲಿ ಸಂಸ್ಥೆಯ ಮುಖ್ಯ ಶಿಕ್ಷಕ ಪಿ.ವಿಜಯಕುಮಾರ್ ಇದ್ದರು.	[463, 319, 641, 392]
article-dateline: ವಿಜಯನಗರವಾಣಿ ಸುದ್ದಿ	[281, 845, 328, 852]
article-place: ಕೊಟ್ಟೂರು :	[466, 1242, 493, 1250]
article-headline: ಬಳ್ಳಾರಿಯಲ್ಲಿ ಪಾಲಿಕೆ ಸದಸ್ಯರು ವರ್ಸಸ್ ಪೊಲೀಸ್ ಇಲಾಖೆಯಿಂದ ಕ್ರಿಕೆಟ್ ಪಂದ್ಯಾವಳಿ	[41, 1089, 265, 1130]
footer-rule	[33, 1544, 911, 1546]
article-dateline: ವಿಜಯನಗರವಾಣಿ ಸುದ್ದಿ	[35, 319, 82, 326]
article-body	[281, 563, 397, 683]
article-text: ಬೆಳಗಾವಿ ಅಧಿವೇಶನದಲ್ಲಿ ಬಿಜೆಪಿ ಪಕ್ಷದ ವಿಧಾನ ಪರಿಷತ್ ಸದಸ್ಯ ಸಿ.ಟಿ.ರವಿಯವರ ಮೇಲೆ ನಡೆದ ಹಲ್ಲೆ ಪ್ರಯತ್ನವನ್ನು ತೀವ್ರವಾಗಿ ಖಂಡಿಸುತ್ತೇವೆ ಎಂದು ಬಿಜೆಪಿ ತಾಲ್ಲೂಕು ಮುಖಂಡ ಕಣಿವಿಹಳ್ಳಿ ಮಂಜುನಾಥ್ ಹೇಳಿದರು. ಪಟ್ಟಣದ ಪ್ರವಾಸಿ ಮಂದಿರದಲ್ಲಿ ಸುದ್ದಿಗೋಷ್ಠಿಯಲ್ಲಿ ಮಾತನಾಡಿದ ಅವರು, ಪ್ರಜಾಪ್ರಭುತ್ವದ ದೇಗುಲವಾದ ಸದನದಲ್ಲಿ ಇಂತಹ ಘಟನೆ ನಡೆದಿರುವುದು ಖಂಡನೀಯ. ಕಾಂಗ್ರೇಸ್ ಸರ್ಕಾರ ಪೊಲೀಸ್ ಇಲಾಖೆಯನ್ನು ದುರುಪಯೋಗ ಪಡಿಸಿಕೊಳ್ಳುತ್ತಿದೆ. ಈ ಕೂಡಲೇ ಸಂಬಂಧಿಸಿದವರ ಮೇಲೆ ಕ್ರಮ ಕೈಗೊಳ್ಳಬೇಕು. ಇಲ್ಲವಾದಲ್ಲಿ ಪಕ್ಷದ ವತಿಯಿಂದ ಉಗ್ರ ಹೋರಾಟ ನಡೆಸಲಾಗುವುದು ಎಂದು ಎಚ್ಚರಿಸಿದರು. ಈ ಸಂದರ್ಭದಲ್ಲಿ ಪಕ್ಷದ ಪದಾಧಿಕಾರಿಗಳು, ಕಾರ್ಯಕರ್ತರು ಉಪಸ್ಥಿತರಿದ್ದರು.	[281, 854, 399, 973]
article-headline: ವಿವಿಧ ಕಾಮಗಾರಿಗಳಿಗೆ ಶಾಸಕ ಜಿ. ಹಂಪಯ್ಯ ನಾಯಕ ಭೂಮಿ ಪೂಜೆ	[56, 677, 250, 723]
article-body-cont	[281, 978, 459, 1538]
article-place: ಸಿರುಗುಪ್ಪ :	[281, 213, 306, 221]
article-body	[281, 844, 399, 974]
article-headline: ವಿಕಲಚೇತನರ ದಿನಾಚರಣೆ ಪ್ರಯುಕ್ತ ಡಿ.26ಕ್ಕೆ ಕ್ರೀಡಾ, ಸಾಂಸ್ಕೃತಿಕ ಸ್ಪರ್ಧೆಗಳ ಆಯೋಜನೆ, ಕಾರ್ಯನಿರ್ವಾಹಕ ಅಧಿಕಾರಿ ಚಂದ್ರಶೇಖರ ವೈ.ಎಚ್. ಮಾಹಿತಿ	[288, 518, 634, 554]
article-body	[281, 203, 393, 315]
print-line-2: Eslampur, Gangavathi-581227 Koppal Dist. Karnataka. ,Published at : At Ward. No.21, Sadashiva Nagara, Near K.S.V. Rice Mill, B.M. Saw Mill, Siruguppa-583121 Dist.	[70, 1566, 874, 1577]
section-divider	[33, 668, 275, 670]
article-text: ಜಾತ್ರೆಯಲ್ಲಿ ದೇವಸ್ಥಾನದ ಸುತ್ತಮುತ್ತ, ಹೋಟೆಲ್, ಅಂಗಡಿ ಮುಂಗಟ್ಟುಗಳಲ್ಲಿ ಸ್ವಚ್ಛತೆಗೆ ಆದ್ಯತೆ ನೀಡಬೇಕು. ಜಾತ್ರೆ ಪ್ರಯುಕ್ತ ತಾಲ್ಲೂಕು ಆಡಳಿತದಿಂದ ನಡೆದ ಪೂರ್ವಭಾವಿ ಸಭೆಯಲ್ಲಿ ಅಧಿಕಾರಿಗಳು ಸೂಚನೆ ನೀಡಿದರು. ಕುಡಿಯುವ ನೀರು, ವಿದ್ಯುತ್, ಶೌಚಾಲಯ, ಆರೋಗ್ಯ ಸೇವೆ ಹಾಗೂ ಭದ್ರತೆಯ ವ್ಯವಸ್ಥೆ ಕಲ್ಪಿಸಲು ಕ್ರಮ ಕೈಗೊಳ್ಳಲಾಗುವುದು. ಭಕ್ತರಿಗೆ ಯಾವುದೇ ತೊಂದರೆ ಆಗದಂತೆ ನೋಡಿಕೊಳ್ಳಬೇಕು ಎಂದು ತಿಳಿಸಿದರು. ರೈತರು ದನಕರುಗಳ ಜಾತ್ರೆಗೆ ಅಗತ್ಯ ವ್ಯವಸ್ಥೆ ಮಾಡಲಾಗುವುದು. ಸಭೆಯಲ್ಲಿ ದೇವಸ್ಥಾನ ಸಮಿತಿ ಸದಸ್ಯರು, ಗ್ರಾಮಸ್ಥರು, ಪೊಲೀಸ್ ಇಲಾಖೆ, ಆರೋಗ್ಯ ಇಲಾಖೆ ಹಾಗೂ ಕಂದಾಯ ಇಲಾಖೆ ಅಧಿಕಾರಿಗಳು ಭಾಗವಹಿಸಿದ್ದರು. ಜಾತ್ರೆಯ ಯಶಸ್ಸಿಗೆ ಎಲ್ಲರೂ ಸಹಕರಿಸಬೇಕು ಎಂದು ಮನವಿ ಮಾಡಲಾಯಿತು. ಜಾತ್ರೆಗೆ ರಾಜ್ಯದ ವಿವಿಧ ಭಾಗಗಳಿಂದ ಸಾವಿರಾರು ಭಕ್ತರು ಆಗಮಿಸುವ ನಿರೀಕ್ಷೆಯಿದ್ದು, ಸಂಚಾರ ವ್ಯವಸ್ಥೆ ಸುಗಮವಾಗಿರುವಂತೆ ಕ್ರಮ ವಹಿಸಬೇಕು. ಕೆ.ಎಸ್.ಆರ್.ಟಿ.ಸಿ ವತಿಯಿಂದ ಹೆಚ್ಚುವರಿ ಬಸ್‌ಗಳ ವ್ಯವಸ್ಥೆ ಕಲ್ಪಿಸಲಾಗುವುದು ಎಂದು ಅಧಿಕಾರಿಗಳು ಸಭೆಗೆ ಮಾಹಿತಿ ನೀಡಿದರು. ಮಾಂಗಲ್ಯ ಬಾರ್ ಮತ್ತು ಮದ್ಯ ಮಾರಾಟವನ್ನು ಜಾತ್ರೆಯ ದಿನಗಳಲ್ಲಿ ನಿಷೇಧಿಸಲಾಗುವುದು.	[650, 1005, 908, 1087]
photo-official-portrait	[402, 563, 514, 683]
article-dateline: ವಿಜಯನಗರವಾಣಿ ಸುದ್ದಿ	[466, 1233, 513, 1240]
masthead-date: Date : 23-12-2024 Monday	[744, 111, 903, 127]
masthead	[33, 94, 911, 144]
photo-politician-portrait	[403, 846, 515, 968]
article-dateline: ವಿಜಯನಗರವಾಣಿ ಸುದ್ದಿ	[35, 1263, 82, 1270]
article-place: ಬಳ್ಳಾರಿ :	[650, 223, 672, 231]
article-text: ಜಾತ್ರೆಯಲ್ಲಿ ದೇವಸ್ಥಾನದ ಸುತ್ತಮುತ್ತ, ಹೋಟೆಲ್, ಅಂಗಡಿ ಮುಂಗಟ್ಟುಗಳಲ್ಲಿ ಸ್ವಚ್ಛತೆಗೆ ಆದ್ಯತೆ ನೀಡಬೇಕು. ಜಾತ್ರೆ ಪ್ರಯುಕ್ತ ತಾಲ್ಲೂಕು ಆಡಳಿತದಿಂದ ನಡೆದ ಪೂರ್ವಭಾವಿ ಸಭೆಯಲ್ಲಿ ಅಧಿಕಾರಿಗಳು ಸೂಚನೆ ನೀಡಿದರು. ಕುಡಿಯುವ ನೀರು, ವಿದ್ಯುತ್, ಶೌಚಾಲಯ, ಆರೋಗ್ಯ ಸೇವೆ ಹಾಗೂ ಭದ್ರತೆಯ ವ್ಯವಸ್ಥೆ ಕಲ್ಪಿಸಲು ಕ್ರಮ ಕೈಗೊಳ್ಳಲಾಗುವುದು. ಭಕ್ತರಿಗೆ ಯಾವುದೇ ತೊಂದರೆ ಆಗದಂತೆ ನೋಡಿಕೊಳ್ಳಬೇಕು ಎಂದು ತಿಳಿಸಿದರು. ರೈತರು ದನಕರುಗಳ ಜಾತ್ರೆಗೆ ಅಗತ್ಯ ವ್ಯವಸ್ಥೆ ಮಾಡಲಾಗುವುದು. ಸಭೆಯಲ್ಲಿ ದೇವಸ್ಥಾನ ಸಮಿತಿ ಸದಸ್ಯರು, ಗ್ರಾಮಸ್ಥರು, ಪೊಲೀಸ್ ಇಲಾಖೆ, ಆರೋಗ್ಯ ಇಲಾಖೆ ಹಾಗೂ ಕಂದಾಯ ಇಲಾಖೆ ಅಧಿಕಾರಿಗಳು ಭಾಗವಹಿಸಿದ್ದರು. ಜಾತ್ರೆಯ ಯಶಸ್ಸಿಗೆ ಎಲ್ಲರೂ ಸಹಕರಿಸಬೇಕು ಎಂದು ಮನವಿ ಮಾಡಲಾಯಿತು. ಜಾತ್ರೆಗೆ ರಾಜ್ಯದ ವಿವಿಧ ಭಾಗಗಳಿಂದ ಸಾವಿರಾರು ಭಕ್ತರು ಆಗಮಿಸುವ ನಿರೀಕ್ಷೆಯಿದ್ದು, ಸಂಚಾರ ವ್ಯವಸ್ಥೆ ಸುಗಮವಾಗಿರುವಂತೆ ಕ್ರಮ ವಹಿಸಬೇಕು. ಕೆ.ಎಸ್.ಆರ್.ಟಿ.ಸಿ ವತಿಯಿಂದ ಹೆಚ್ಚುವರಿ ಬಸ್‌ಗಳ ವ್ಯವಸ್ಥೆ ಕಲ್ಪಿಸಲಾಗುವುದು ಎಂದು ಅಧಿಕಾರಿಗಳು ಸಭೆಗೆ ಮಾಹಿತಿ ನೀಡಿದರು. ಮಾಂಗಲ್ಯ ಬಾರ್ ಮತ್ತು ಮದ್ಯ ಮಾರಾಟವನ್ನು ಜಾತ್ರೆಯ ದಿನಗಳಲ್ಲಿ ನಿಷೇಧಿಸಲಾಗುವುದು.	[650, 931, 908, 1013]
article-dateline: ವಿಜಯನಗರವಾಣಿ ಸುದ್ದಿ	[650, 214, 697, 221]
article-dateline: ವಿಜಯನಗರವಾಣಿ ಸುದ್ದಿ	[35, 871, 82, 878]
article-body	[35, 318, 271, 666]
article-text: ಜಾತ್ರೆಯಲ್ಲಿ ದೇವಸ್ಥಾನದ ಸುತ್ತಮುತ್ತ, ಹೋಟೆಲ್, ಅಂಗಡಿ ಮುಂಗಟ್ಟುಗಳಲ್ಲಿ ಸ್ವಚ್ಛತೆಗೆ ಆದ್ಯತೆ ನೀಡಬೇಕು. ಜಾತ್ರೆ ಪ್ರಯುಕ್ತ ತಾಲ್ಲೂಕು ಆಡಳಿತದಿಂದ ನಡೆದ ಪೂರ್ವಭಾವಿ ಸಭೆಯಲ್ಲಿ ಅಧಿಕಾರಿಗಳು ಸೂಚನೆ ನೀಡಿದರು. ಕುಡಿಯುವ ನೀರು, ವಿದ್ಯುತ್, ಶೌಚಾಲಯ, ಆರೋಗ್ಯ ಸೇವೆ ಹಾಗೂ ಭದ್ರತೆಯ ವ್ಯವಸ್ಥೆ ಕಲ್ಪಿಸಲು ಕ್ರಮ ಕೈಗೊಳ್ಳಲಾಗುವುದು. ಭಕ್ತರಿಗೆ ಯಾವುದೇ ತೊಂದರೆ ಆಗದಂತೆ ನೋಡಿಕೊಳ್ಳಬೇಕು ಎಂದು ತಿಳಿಸಿದರು. ರೈತರು ದನಕರುಗಳ ಜಾತ್ರೆಗೆ ಅಗತ್ಯ ವ್ಯವಸ್ಥೆ ಮಾಡಲಾಗುವುದು. ಸಭೆಯಲ್ಲಿ ದೇವಸ್ಥಾನ ಸಮಿತಿ ಸದಸ್ಯರು, ಗ್ರಾಮಸ್ಥರು, ಪೊಲೀಸ್ ಇಲಾಖೆ, ಆರೋಗ್ಯ ಇಲಾಖೆ ಹಾಗೂ ಕಂದಾಯ ಇಲಾಖೆ ಅಧಿಕಾರಿಗಳು ಭಾಗವಹಿಸಿದ್ದರು. ಜಾತ್ರೆಯ ಯಶಸ್ಸಿಗೆ ಎಲ್ಲರೂ ಸಹಕರಿಸಬೇಕು ಎಂದು ಮನವಿ ಮಾಡಲಾಯಿತು. ಜಾತ್ರೆಗೆ ರಾಜ್ಯದ ವಿವಿಧ ಭಾಗಗಳಿಂದ ಸಾವಿರಾರು ಭಕ್ತರು ಆಗಮಿಸುವ ನಿರೀಕ್ಷೆಯಿದ್ದು, ಸಂಚಾರ ವ್ಯವಸ್ಥೆ ಸುಗಮವಾಗಿರುವಂತೆ ಕ್ರಮ ವಹಿಸಬೇಕು. ಕೆ.ಎಸ್.ಆರ್.ಟಿ.ಸಿ ವತಿಯಿಂದ ಹೆಚ್ಚುವರಿ ಬಸ್‌ಗಳ ವ್ಯವಸ್ಥೆ ಕಲ್ಪಿಸಲಾಗುವುದು ಎಂದು ಅಧಿಕಾರಿಗಳು ಸಭೆಗೆ ಮಾಹಿತಿ ನೀಡಿದರು. ಮಾಂಗಲ್ಯ ಬಾರ್ ಮತ್ತು ಮದ್ಯ ಮಾರಾಟವನ್ನು ಜಾತ್ರೆಯ ದಿನಗಳಲ್ಲಿ ನಿಷೇಧಿಸಲಾಗುವುದು.	[650, 1079, 908, 1162]
article-text: ವಿಶ್ವ ವಿಕಲಚೇತನರ ದಿನಾಚರಣೆ ಅಂಗವಾಗಿ ಇಲ್ಲಿನ ತಾಲ್ಲೂಕು ಕ್ರೀಡಾಂಗಣದಲ್ಲಿ ಡಿ.26 ರ ಗುರುವಾರ ಬೆಳಗ್ಗೆ 9 ಗಂಟೆಗೆ ತಾಲ್ಲೂಕು ಮಟ್ಟದ ಕ್ರೀಡಾ ಮತ್ತು ಸಾಂಸ್ಕೃತಿಕ ಸ್ಪರ್ಧೆಗಳನ್ನು ಏರ್ಪಡಿಸಲಾಗಿದೆ ಎಂದು ತಾ.ಪಂ. ಕಾರ್ಯನಿರ್ವಾಹಕ ಅಧಿಕಾರಿ ಚಂದ್ರಶೇಖರ ವೈ.ಎಚ್. ಅವರು ಪತ್ರಿಕಾ ಪ್ರಕಟಣೆಯಲ್ಲಿ ತಿಳಿಸಿದ್ದಾರೆ. ಸ್ಪರ್ಧೆಯಲ್ಲಿ ಭಾಗವಹಿಸುವ ವಿಕಲಚೇತನರು ಡಿ.26 ರಂದು ಬೆಳಗ್ಗೆ 8.30ಕ್ಕೆ ಹೆಸರು ನೋಂದಾಯಿಸಿಕೊಳ್ಳಬೇಕು. ಹೆಚ್ಚಿನ ಮಾಹಿತಿಗಾಗಿ ದೂರವಾಣಿ ಸಂಖ್ಯೆ 9900118 2525 ಮತ್ತು 9845649016 ಸಂಪರ್ಕಿಸಬಹುದಾಗಿದೆ. ಕ್ರೀಡಾ ಸ್ಪರ್ಧೆಗಳಲ್ಲಿ ಓಟ, ಗುಂಡು ಎಸೆತ, ಚೌಕಬಾರ, ಚೆಸ್ ಹಾಗೂ ಸಾಂಸ್ಕೃತಿಕ ಸ್ಪರ್ಧೆಗಳಲ್ಲಿ ಗಾಯನ, ನೃತ್ಯ ಸ್ಪರ್ಧೆಗಳನ್ನು ಆಯೋಜಿಸಲಾಗಿದೆ ಎಂದು ಅವರು ತಿಳಿಸಿದ್ದಾರೆ.	[281, 687, 459, 769]
section-divider	[33, 1082, 275, 1084]
article-body-cont	[463, 686, 641, 804]
article-text: ವಿಶ್ವ ವಿಕಲಚೇತನರ ದಿನಾಚರಣೆ ಅಂಗವಾಗಿ ಇಲ್ಲಿನ ತಾಲ್ಲೂಕು ಕ್ರೀಡಾಂಗಣದಲ್ಲಿ ಡಿ.26 ರ ಗುರುವಾರ ಬೆಳಗ್ಗೆ 9 ಗಂಟೆಗೆ ತಾಲ್ಲೂಕು ಮಟ್ಟದ ಕ್ರೀಡಾ ಮತ್ತು ಸಾಂಸ್ಕೃತಿಕ ಸ್ಪರ್ಧೆಗಳನ್ನು ಏರ್ಪಡಿಸಲಾಗಿದೆ ಎಂದು ತಾ.ಪಂ. ಕಾರ್ಯನಿರ್ವಾಹಕ ಅಧಿಕಾರಿ ಚಂದ್ರಶೇಖರ ವೈ.ಎಚ್. ಅವರು ಪತ್ರಿಕಾ ಪ್ರಕಟಣೆಯಲ್ಲಿ ತಿಳಿಸಿದ್ದಾರೆ. ಸ್ಪರ್ಧೆಯಲ್ಲಿ ಭಾಗವಹಿಸುವ ವಿಕಲಚೇತನರು ಡಿ.26 ರಂದು ಬೆಳಗ್ಗೆ 8.30ಕ್ಕೆ ಹೆಸರು ನೋಂದಾಯಿಸಿಕೊಳ್ಳಬೇಕು. ಹೆಚ್ಚಿನ ಮಾಹಿತಿಗಾಗಿ ದೂರವಾಣಿ ಸಂಖ್ಯೆ 9900118 2525 ಮತ್ತು 9845649016 ಸಂಪರ್ಕಿಸಬಹುದಾಗಿದೆ. ಕ್ರೀಡಾ ಸ್ಪರ್ಧೆಗಳಲ್ಲಿ ಓಟ, ಗುಂಡು ಎಸೆತ, ಚೌಕಬಾರ, ಚೆಸ್ ಹಾಗೂ ಸಾಂಸ್ಕೃತಿಕ ಸ್ಪರ್ಧೆಗಳಲ್ಲಿ ಗಾಯನ, ನೃತ್ಯ ಸ್ಪರ್ಧೆಗಳನ್ನು	[281, 573, 397, 683]
article-text: ಬೆಳಗಾವಿ ಅಧಿವೇಶನದಲ್ಲಿ ಬಿಜೆಪಿ ಪಕ್ಷದ ವಿಧಾನ ಪರಿಷತ್ ಸದಸ್ಯ ಸಿ.ಟಿ.ರವಿಯವರ ಮೇಲೆ ನಡೆದ ಹಲ್ಲೆ ಪ್ರಯತ್ನವನ್ನು ತೀವ್ರವಾಗಿ ಖಂಡಿಸುತ್ತೇವೆ ಎಂದು ಬಿಜೆಪಿ ತಾಲ್ಲೂಕು ಮುಖಂಡ ಕಣಿವಿಹಳ್ಳಿ ಮಂಜುನಾಥ್ ಹೇಳಿದರು. ಪಟ್ಟಣದ ಪ್ರವಾಸಿ ಮಂದಿರದಲ್ಲಿ ಸುದ್ದಿಗೋಷ್ಠಿಯಲ್ಲಿ ಮಾತನಾಡಿದ ಅವರು, ಪ್ರಜಾಪ್ರಭುತ್ವದ ದೇಗುಲವಾದ ಸದನದಲ್ಲಿ ಇಂತಹ ಘಟನೆ ನಡೆದಿರುವುದು ಖಂಡನೀಯ. ಕಾಂಗ್ರೇಸ್ ಸರ್ಕಾರ ಪೊಲೀಸ್ ಇಲಾಖೆಯನ್ನು ದುರುಪಯೋಗ ಪಡಿಸಿಕೊಳ್ಳುತ್ತಿದೆ. ಈ ಕೂಡಲೇ ಸಂಬಂಧಿಸಿದವರ ಮೇಲೆ ಕ್ರಮ ಕೈಗೊಳ್ಳಬೇಕು. ಇಲ್ಲವಾದಲ್ಲಿ ಪಕ್ಷದ ವತಿಯಿಂದ ಉಗ್ರ ಹೋರಾಟ ನಡೆಸಲಾಗುವುದು ಎಂದು ಎಚ್ಚರಿಸಿದರು. ಈ ಸಂದರ್ಭದಲ್ಲಿ ಪಕ್ಷದ ಪದಾಧಿಕಾರಿಗಳು, ಕಾರ್ಯಕರ್ತರು ಉಪಸ್ಥಿತರಿದ್ದರು.	[518, 845, 642, 955]
article-body-cont	[281, 686, 459, 804]
article-headline: ದಸಂಸ ನಗರ ಕಾರ್ಯಾಧ್ಯಕ್ಷರಾಗಿ ಹೆಚ್.ಹುಲಿರಾಜ್ ನೇಮಕ	[684, 157, 874, 205]
article-headline: ರಾಜ್ಯೋತ್ಸವ ಪ್ರಶಸ್ತಿ	[493, 1199, 611, 1221]
photo-huliraj-portrait	[797, 213, 910, 327]
section-divider	[279, 512, 643, 514]
article-place: ಕವಿತಾಳ :	[35, 880, 56, 888]
section-divider	[647, 572, 911, 574]
article-body	[650, 630, 908, 822]
article-body-cont	[650, 930, 908, 1538]
article-place: ಬಳ್ಳಾರಿ:	[35, 1272, 51, 1280]
article-body-cont	[650, 328, 908, 528]
article-headline: ಗಣಿತ ವಿಷಯದ ಮಾದರಿಗಳ ಪ್ರದರ್ಶನ	[312, 158, 610, 186]
article-body-cont	[466, 1386, 638, 1536]
article-place: ಹರಪನಹಳ್ಳಿ :	[281, 573, 310, 581]
page-number: 4	[40, 101, 62, 137]
masthead-title-kannada: ವಿಜಯನಗರವಾಣಿ	[99, 103, 256, 134]
